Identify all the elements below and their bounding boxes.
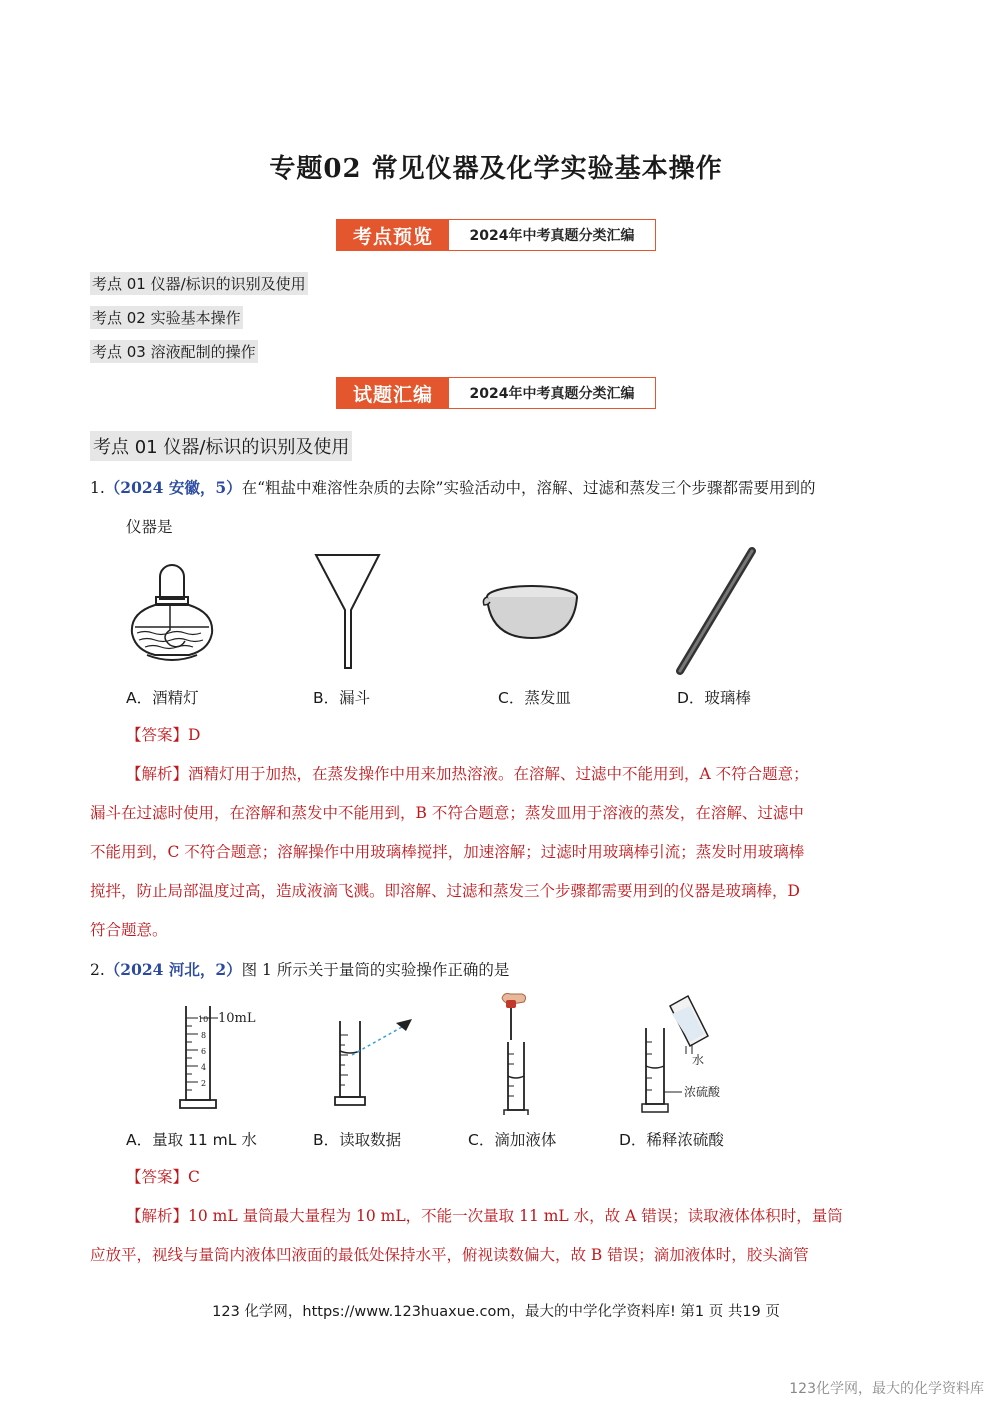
- analysis-line: 不能用到，C 不符合题意；溶解操作中用玻璃棒搅拌，加速溶解；过滤时用玻璃棒引流；蒸发时用玻璃棒: [90, 843, 805, 861]
- option-d[interactable]: D．玻璃棒: [677, 689, 751, 707]
- watermark: 123化学网，最大的化学资料库: [789, 1381, 984, 1397]
- banner-tag: 考点预览: [337, 220, 449, 250]
- tick-6: 6: [201, 1047, 207, 1056]
- option-c[interactable]: C．蒸发皿: [498, 689, 571, 707]
- question-text: 图 1 所示关于量筒的实验操作正确的是: [241, 961, 510, 979]
- analysis-label: 【解析】: [126, 765, 189, 783]
- question-source: （2024 安徽，5）: [104, 478, 242, 497]
- analysis-line: 酒精灯用于加热，在蒸发操作中用来加热溶液。在溶解、过滤中不能用到，A 不符合题意；: [188, 765, 809, 783]
- dilute-acid-figure: [640, 992, 760, 1117]
- answer-value: C: [188, 1168, 200, 1186]
- question-number: 1.: [90, 479, 105, 497]
- answer-label: 【答案】: [126, 1168, 189, 1186]
- answer-1: [126, 725, 200, 745]
- analysis-1: [90, 755, 902, 950]
- analysis-line: 漏斗在过滤时使用，在溶解和蒸发中不能用到，B 不符合题意；蒸发皿用于溶液的蒸发，在溶解、过滤中: [90, 804, 804, 822]
- option-b[interactable]: B．漏斗: [313, 689, 371, 707]
- banner-text: 2024年中考真题分类汇编: [449, 378, 655, 408]
- option-a[interactable]: A．量取 11 mL 水: [126, 1131, 257, 1149]
- exam-banner: [336, 377, 656, 409]
- answer-2: [126, 1167, 200, 1187]
- cylinder-drop-figure: [490, 990, 550, 1115]
- page-title: 专题02 常见仪器及化学实验基本操作: [269, 154, 723, 184]
- question-text: 在“粗盐中难溶性杂质的去除”实验活动中，溶解、过滤和蒸发三个步骤都需要用到的: [241, 479, 816, 497]
- question-2: [90, 960, 910, 980]
- cylinder-read-figure: [330, 1005, 420, 1110]
- option-a[interactable]: A．酒精灯: [126, 689, 199, 707]
- question-1-cont: 仪器是: [126, 518, 173, 536]
- page-footer: 123 化学网，https://www.123huaxue.com，最大的中学化学资料库! 第1 页 共19 页: [212, 1304, 780, 1320]
- section-heading: 考点 01 仪器/标识的识别及使用: [90, 431, 352, 461]
- answer-label: 【答案】: [126, 726, 189, 744]
- glass-rod-figure: [672, 545, 762, 677]
- answer-value: D: [188, 726, 201, 744]
- option-c[interactable]: C．滴加液体: [468, 1131, 557, 1149]
- label-water: 水: [692, 1053, 705, 1067]
- option-d[interactable]: D．稀释浓硫酸: [619, 1131, 724, 1149]
- tick-8: 8: [201, 1031, 207, 1040]
- tick-4: 4: [201, 1063, 207, 1072]
- tick-10: 10: [198, 1015, 209, 1024]
- alcohol-lamp-figure: [125, 555, 215, 665]
- analysis-2: [90, 1197, 902, 1275]
- analysis-label: 【解析】: [126, 1207, 189, 1225]
- analysis-line: 符合题意。: [90, 921, 168, 939]
- option-b[interactable]: B．读取数据: [313, 1131, 402, 1149]
- analysis-line: 10 mL 量筒最大量程为 10 mL，不能一次量取 11 mL 水，故 A 错误；读取液体体积时，量筒: [188, 1207, 843, 1225]
- tick-2: 2: [201, 1079, 207, 1088]
- analysis-line: 搅拌，防止局部温度过高，造成液滴飞溅。即溶解、过滤和蒸发三个步骤都需要用到的仪器是玻璃棒，D: [90, 882, 800, 900]
- preview-item-1[interactable]: 考点 01 仪器/标识的识别及使用: [90, 272, 308, 295]
- preview-item-2[interactable]: 考点 02 实验基本操作: [90, 306, 243, 329]
- question-1: [90, 478, 910, 498]
- analysis-line: 应放平，视线与量筒内液体凹液面的最低处保持水平，俯视读数偏大，故 B 错误；滴加液体时，胶头滴管: [90, 1246, 809, 1264]
- preview-item-3[interactable]: 考点 03 溶液配制的操作: [90, 340, 258, 363]
- label-10ml: 10mL: [218, 1011, 256, 1026]
- preview-banner: [336, 219, 656, 251]
- eye-icon: [396, 1019, 412, 1031]
- evaporating-dish-figure: [480, 583, 580, 643]
- question-number: 2.: [90, 961, 105, 979]
- funnel-figure: [312, 552, 384, 670]
- question-source: （2024 河北，2）: [104, 960, 242, 979]
- banner-tag: 试题汇编: [337, 378, 449, 408]
- label-acid: 浓硫酸: [684, 1085, 721, 1099]
- banner-text: 2024年中考真题分类汇编: [449, 220, 655, 250]
- cylinder-measure-figure: [170, 1000, 270, 1115]
